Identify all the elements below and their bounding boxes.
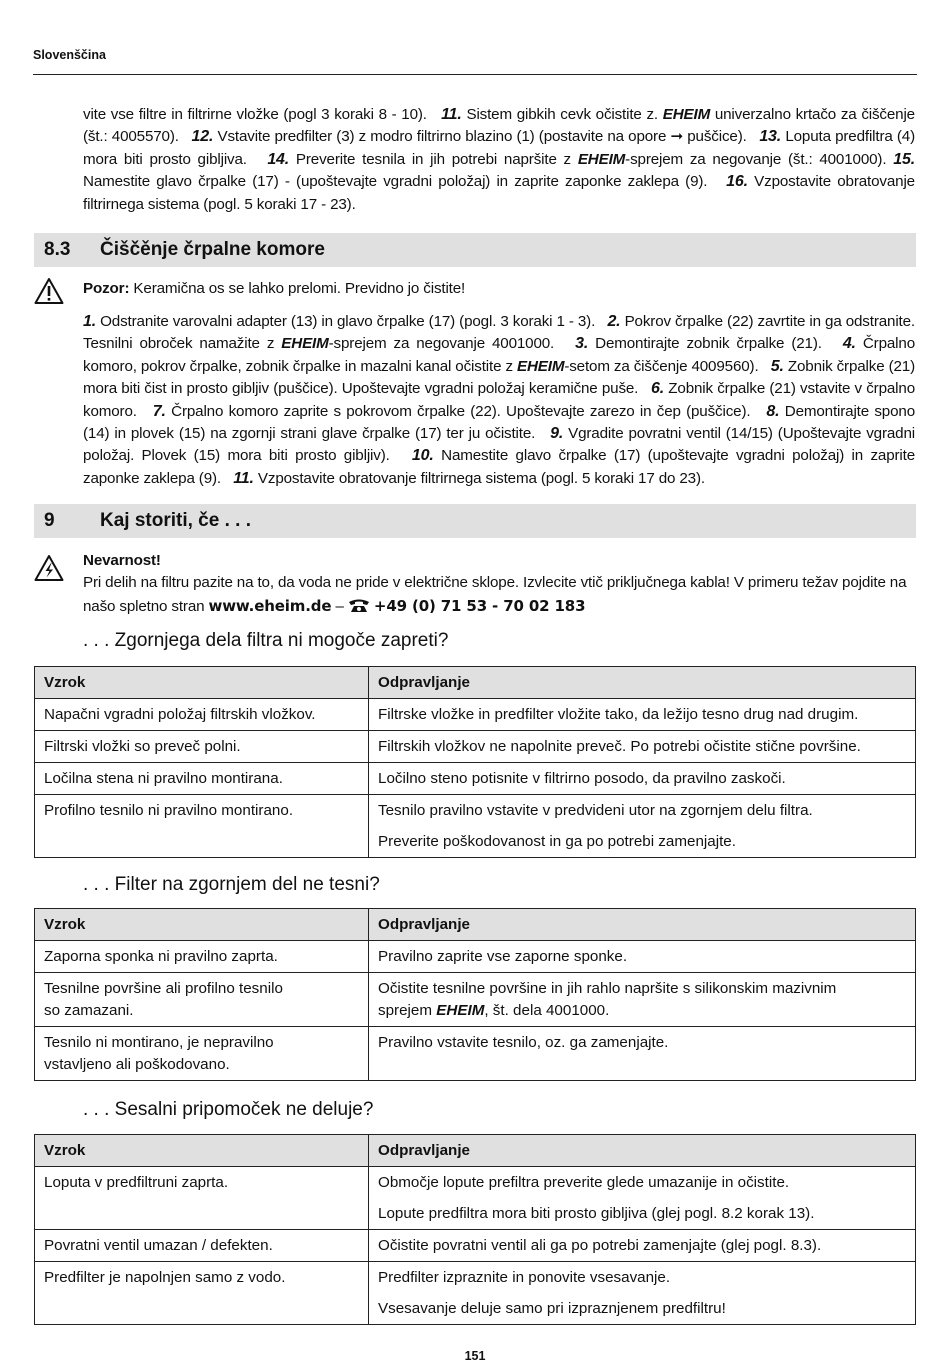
step-number: 4.	[842, 335, 856, 353]
cause-text: Tesnilne površine ali profilno tesnilo	[44, 980, 283, 997]
danger-note	[83, 550, 915, 618]
table-header-row	[35, 909, 916, 941]
troubleshooting-table	[34, 1134, 916, 1325]
phone-number: +49 (0) 71 53 - 70 02 183	[373, 596, 586, 615]
pump-cleaning-steps	[83, 311, 915, 490]
step-number: 3.	[575, 335, 589, 353]
fix-text: Pravilno zaprite vse zaporne sponke.	[378, 948, 628, 965]
phone-icon	[348, 598, 370, 613]
arrow-right-icon: ➞	[670, 128, 684, 146]
intro-paragraph	[83, 104, 915, 216]
step-text: Vstavite predfilter (3) z modro filtrirno blazino (1) (postavite na opore	[213, 128, 671, 146]
fix-text: Očistite tesnilne površine in jih rahlo napršite s silikonskim mazivnim	[378, 980, 837, 997]
cause-cell: Filtrski vložki so preveč polni.	[35, 731, 369, 763]
cause-cell: Zaporna sponka ni pravilno zaprta.	[35, 941, 369, 973]
cause-cell: Predfilter je napolnjen samo z vodo.	[35, 1262, 369, 1325]
step-number: 9.	[550, 425, 564, 443]
section-title: Čiščěnje črpalne komore	[100, 239, 325, 260]
fix-cell	[369, 1027, 916, 1081]
cause-cell: Loputa v predfiltruni zaprta.	[35, 1167, 369, 1230]
fix-cell	[369, 973, 916, 1027]
danger-label: Nevarnost!	[83, 552, 161, 569]
fix-text: Območje lopute prefiltra preverite glede umazanije in očistite.	[378, 1174, 790, 1191]
step-number: 15.	[893, 150, 915, 168]
troubleshooting-table	[34, 666, 916, 858]
table-row	[35, 699, 916, 731]
fix-cell	[369, 731, 916, 763]
step-number: 10.	[411, 447, 434, 465]
step-number: 16.	[726, 173, 748, 191]
section-number: 9	[44, 510, 55, 531]
step-text: -setom za čiščenje 4009560).	[564, 357, 759, 375]
caution-text: Keramična os se lahko prelomi. Previdno jo čistite!	[129, 280, 466, 297]
step-number: 6.	[651, 380, 665, 398]
brand-name: EHEIM	[436, 1002, 485, 1019]
step-text: Sistem gibkih cevk očistite z.	[461, 106, 663, 123]
fix-text: Pravilno vstavite tesnilo, oz. ga zamenjajte.	[378, 1034, 669, 1051]
step-text: Zobnik črpalke (21) vstavite v črpalno komoro.	[83, 380, 915, 420]
warning-triangle-icon	[34, 277, 64, 305]
column-header-fix: Odpravljanje	[369, 909, 916, 941]
table-row	[35, 795, 916, 858]
header-language: Slovenščina	[33, 48, 106, 62]
fix-text: Lopute predfiltra mora biti prosto gibljiva (glej pogl. 8.2 korak 13).	[378, 1205, 815, 1222]
troubleshooting-table	[34, 908, 916, 1081]
column-header-fix: Odpravljanje	[369, 667, 916, 699]
step-number: 14.	[267, 150, 290, 168]
section-heading-8-3	[34, 233, 916, 267]
step-text: Preverite tesnila in jih potrebi napršite z	[289, 150, 578, 168]
column-header-fix: Odpravljanje	[369, 1135, 916, 1167]
brand-name: EHEIM	[516, 357, 565, 375]
electric-hazard-icon	[34, 554, 64, 582]
caution-note	[83, 278, 915, 300]
intro-text: vite vse filtre in filtrirne vložke (pogl 3 koraki 8 - 10).	[83, 106, 427, 123]
fix-text: Preverite poškodovanost in ga po potrebi zamenjajte.	[378, 833, 736, 850]
brand-name: EHEIM	[577, 150, 626, 168]
table-row	[35, 763, 916, 795]
table-row	[35, 973, 916, 1027]
column-header-cause: Vzrok	[35, 909, 369, 941]
fix-cell	[369, 795, 916, 858]
cause-cell: Ločilna stena ni pravilno montirana.	[35, 763, 369, 795]
fix-text: , št. dela 4001000.	[484, 1002, 610, 1019]
step-text: Črpalno komoro zaprite s pokrovom črpalke (22). Upoštevajte zarezo in čep (puščice).	[165, 402, 751, 420]
fix-text: sprejem	[378, 1002, 437, 1019]
fix-text: Tesnilo pravilno vstavite v predvideni utor na zgornjem delu filtra.	[378, 802, 813, 819]
fix-cell	[369, 763, 916, 795]
table-row	[35, 1027, 916, 1081]
step-text: Vgradite povratni ventil (14/15) (Upoštevajte vgradni položaj. Plovek (15) mora biti prosto gibljiv).	[83, 425, 915, 465]
step-number: 5.	[770, 357, 784, 375]
step-number: 8.	[766, 402, 780, 420]
dash: –	[331, 597, 348, 615]
page-number: 151	[464, 1349, 486, 1363]
header-rule	[33, 74, 917, 75]
section-title: Kaj storiti, če . . .	[100, 510, 251, 531]
step-text: Črpalno komoro, pokrov črpalke, zobnik črpalke in mazalni kanal očistite z	[83, 335, 915, 375]
step-text: Loputa predfiltra (4) mora biti prosto gibljiva.	[83, 128, 915, 168]
fix-cell	[369, 1230, 916, 1262]
fix-text: Filtrskih vložkov ne napolnite preveč. Po potrebi očistite stične površine.	[378, 738, 861, 755]
fix-cell	[369, 941, 916, 973]
fix-text: Očistite povratni ventil ali ga po potrebi zamenjajte (glej pogl. 8.3).	[378, 1237, 822, 1254]
column-header-cause: Vzrok	[35, 667, 369, 699]
table-header-row	[35, 1135, 916, 1167]
section-number: 8.3	[44, 239, 71, 260]
step-number: 2.	[607, 313, 621, 330]
step-text: -sprejem za negovanje 4001000.	[328, 335, 555, 353]
caution-label: Pozor:	[83, 280, 130, 297]
step-text: puščice).	[683, 128, 747, 146]
step-text: Vzpostavite obratovanje filtrirnega sistema (pogl. 5 koraki 17 do 23).	[253, 469, 705, 487]
step-text: -sprejem za negovanje (št.: 4001000).	[625, 150, 887, 168]
step-text: Odstranite varovalni adapter (13) in glavo črpalke (17) (pogl. 3 koraki 1 - 3).	[96, 313, 596, 330]
cause-cell: Napačni vgradni položaj filtrskih vložkov.	[35, 699, 369, 731]
brand-name: EHEIM	[662, 106, 711, 123]
table-row	[35, 1167, 916, 1230]
step-text: Vzpostavite obratovanje filtrirnega sistema (pogl. 5 koraki 17 - 23).	[83, 173, 915, 213]
step-text: Demontirajte zobnik črpalke (21).	[588, 335, 822, 353]
cause-cell	[35, 1027, 369, 1081]
cause-cell: Povratni ventil umazan / defekten.	[35, 1230, 369, 1262]
cause-cell: Profilno tesnilo ni pravilno montirano.	[35, 795, 369, 858]
cause-text: Tesnilo ni montirano, je nepravilno	[44, 1034, 274, 1051]
step-number: 7.	[152, 402, 166, 420]
question-heading: . . . Sesalni pripomoček ne deluje?	[83, 1099, 374, 1120]
fix-text: Ločilno steno potisnite v filtrirno posodo, da pravilno zaskoči.	[378, 770, 786, 787]
fix-text: Filtrske vložke in predfilter vložite tako, da ležijo tesno drug nad drugim.	[378, 706, 859, 723]
brand-name: EHEIM	[281, 335, 329, 353]
step-number: 11.	[233, 469, 254, 487]
table-row	[35, 1262, 916, 1325]
column-header-cause: Vzrok	[35, 1135, 369, 1167]
fix-text: Vsesavanje deluje samo pri izpraznjenem predfiltru!	[378, 1300, 726, 1317]
fix-cell	[369, 699, 916, 731]
step-text: Namestite glavo črpalke (17) (upoštevajte vgradni položaj) in zaprite zaponke zaklepa (9).	[83, 447, 915, 487]
question-heading: . . . Zgornjega dela filtra ni mogoče zapreti?	[83, 630, 449, 651]
question-heading: . . . Filter na zgornjem del ne tesni?	[83, 874, 380, 895]
table-row	[35, 1230, 916, 1262]
step-number: 1.	[83, 313, 97, 330]
table-row	[35, 941, 916, 973]
step-text: Namestite glavo črpalke (17) - (upoštevajte vgradni položaj) in zaprite zaponke zaklepa (9).	[83, 173, 708, 191]
table-row	[35, 731, 916, 763]
section-heading-9	[34, 504, 916, 538]
website-link[interactable]: www.eheim.de	[208, 596, 332, 615]
fix-cell	[369, 1167, 916, 1230]
step-number: 13.	[759, 128, 782, 146]
cause-text: so zamazani.	[44, 1002, 134, 1019]
danger-text: Pri delih na filtru pazite na to, da voda ne pride v električne sklope. Izvlecite vtič priključnega kabla! V primeru težav pojdite na našo spletno stran	[83, 574, 907, 615]
step-number: 11.	[441, 106, 462, 123]
fix-text: Predfilter izpraznite in ponovite vsesavanje.	[378, 1269, 671, 1286]
step-text: Demontirajte spono (14) in plovek (15) na zgornji strani glave črpalke (17) ter ju očistite.	[83, 402, 915, 443]
table-header-row	[35, 667, 916, 699]
cause-cell	[35, 973, 369, 1027]
step-text: Pokrov črpalke (22) zavrtite in ga odstranite. Tesnilni obroček namažite z	[83, 313, 915, 353]
step-text: univerzalno krtačo za čiščenje (št.: 4005570).	[83, 106, 915, 146]
step-number: 12.	[191, 128, 214, 146]
fix-cell	[369, 1262, 916, 1325]
cause-text: vstavljeno ali poškodovano.	[44, 1056, 230, 1073]
fix-text-line	[378, 1000, 906, 1022]
step-text: Zobnik črpalke (21) mora biti čist in prosto gibljiv (puščice). Upoštevajte vgradni položaj keramične puše.	[83, 357, 915, 398]
